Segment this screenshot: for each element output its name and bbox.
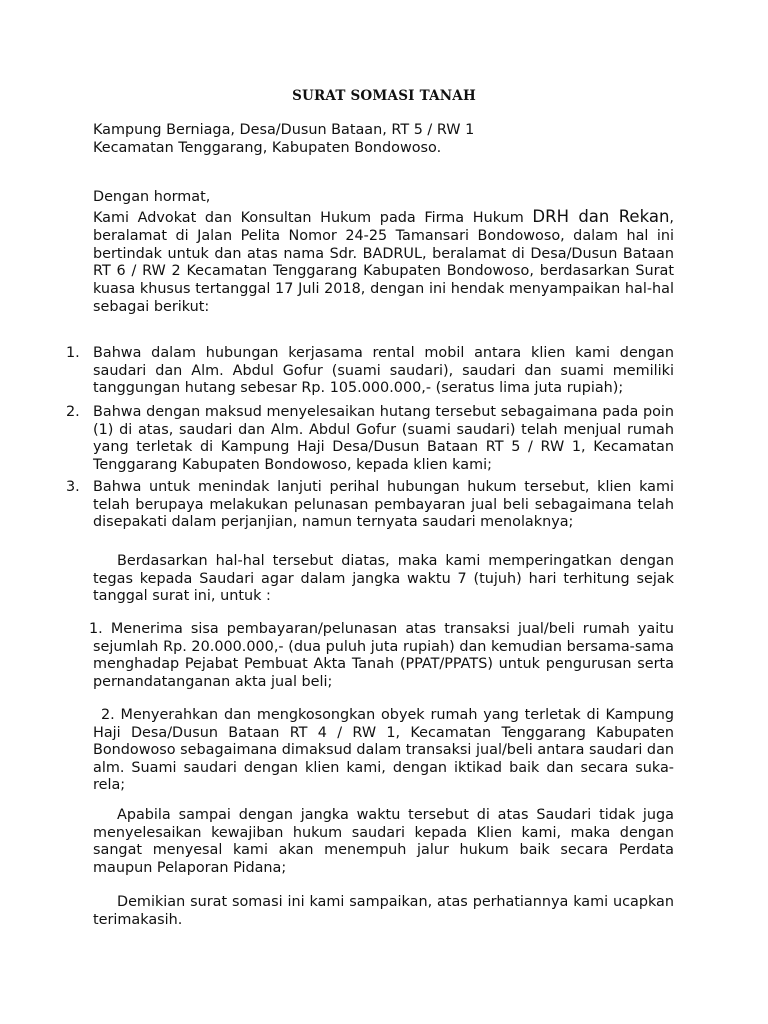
intro-text-pre: Kami Advokat dan Konsultan Hukum pada Firma Hukum bbox=[93, 210, 533, 226]
firm-name: DRH dan Rekan bbox=[532, 207, 670, 226]
list-item-number: 1. bbox=[66, 345, 80, 361]
list-item-text: Bahwa dalam hubungan kerjasama rental mobil antara klien kami dengan saudari dan Alm. Abdul Gofur (suami saudari), saudari dan suami memiliki tanggungan hutang sebesar Rp. 105.000.000,- (seratus lima juta rupiah); bbox=[93, 345, 674, 396]
closing-paragraph: Demikian surat somasi ini kami sampaikan, atas perhatiannya kami ucapkan terimakasih. bbox=[93, 894, 674, 928]
list-item-number: 3. bbox=[66, 479, 80, 495]
address-line-1: Kampung Berniaga, Desa/Dusun Bataan, RT 5 / RW 1 bbox=[93, 122, 475, 138]
greeting: Dengan hormat, bbox=[93, 189, 211, 205]
list-item-number: 2. bbox=[66, 404, 80, 420]
demand-2-paragraph: 2. Menyerahkan dan mengkosongkan obyek rumah yang terletak di Kampung Haji Desa/Dusun Bataan RT 4 / RW 1, Kecamatan Tenggarang Kabupaten Bondowoso sebagaimana dimaksud dalam transaksi jual/beli antara saudari dan alm. Suami saudari dengan klien kami, dengan iktikad baik dan secara suka-rela; bbox=[93, 707, 675, 793]
letter-title: SURAT SOMASI TANAH bbox=[292, 88, 476, 104]
list-item bbox=[66, 345, 674, 398]
address-line-2: Kecamatan Tenggarang, Kabupaten Bondowoso. bbox=[93, 140, 442, 156]
intro-text-post: , beralamat di Jalan Pelita Nomor 24-25 Tamansari Bondowoso, dalam hal ini bertindak untuk dan atas nama Sdr. BADRUL, beralamat di Desa/Dusun Bataan RT 6 / RW 2 Kecamatan Tenggarang Kabupaten Bondowoso, berdasarkan Surat kuasa khusus tertanggal 17 Juli 2018, dengan ini hendak menyampaikan hal-hal sebagai berikut: bbox=[93, 210, 674, 315]
list-item-text: Bahwa untuk menindak lanjuti perihal hubungan hukum tersebut, klien kami telah berupaya melakukan pelunasan pembayaran jual beli sebagaimana telah disepakati dalam perjanjian, namun ternyata saudari menolaknya; bbox=[93, 479, 674, 530]
intro-paragraph bbox=[93, 208, 674, 317]
list-item bbox=[66, 479, 674, 532]
list-item-text: Bahwa dengan maksud menyelesaikan hutang tersebut sebagaimana pada poin (1) di atas, saudari dan Alm. Abdul Gofur (suami saudari) telah menjual rumah yang terletak di Kampung Haji Desa/Dusun Bataan RT 5 / RW 1, Kecamatan Tenggarang Kabupaten Bondowoso, kepada klien kami; bbox=[93, 404, 674, 473]
consequence-paragraph: Apabila sampai dengan jangka waktu tersebut di atas Saudari tidak juga menyelesaikan kewajiban hukum saudari kepada Klien kami, maka dengan sangat menyesal kami akan menempuh jalur hukum baik secara Perdata maupun Pelaporan Pidana; bbox=[93, 807, 674, 876]
warning-paragraph: Berdasarkan hal-hal tersebut diatas, maka kami memperingatkan dengan tegas kepada Saudari agar dalam jangka waktu 7 (tujuh) hari terhitung sejak tanggal surat ini, untuk : bbox=[93, 553, 674, 604]
demand-1-paragraph: 1. Menerima sisa pembayaran/pelunasan atas transaksi jual/beli rumah yaitu sejumlah Rp. 20.000.000,- (dua puluh juta rupiah) dan kemudian bersama-sama menghadap Pejabat Pembuat Akta Tanah (PPAT/PPATS) untuk pengurusan serta pernandatanganan akta jual beli; bbox=[89, 621, 674, 690]
list-item bbox=[66, 404, 674, 474]
